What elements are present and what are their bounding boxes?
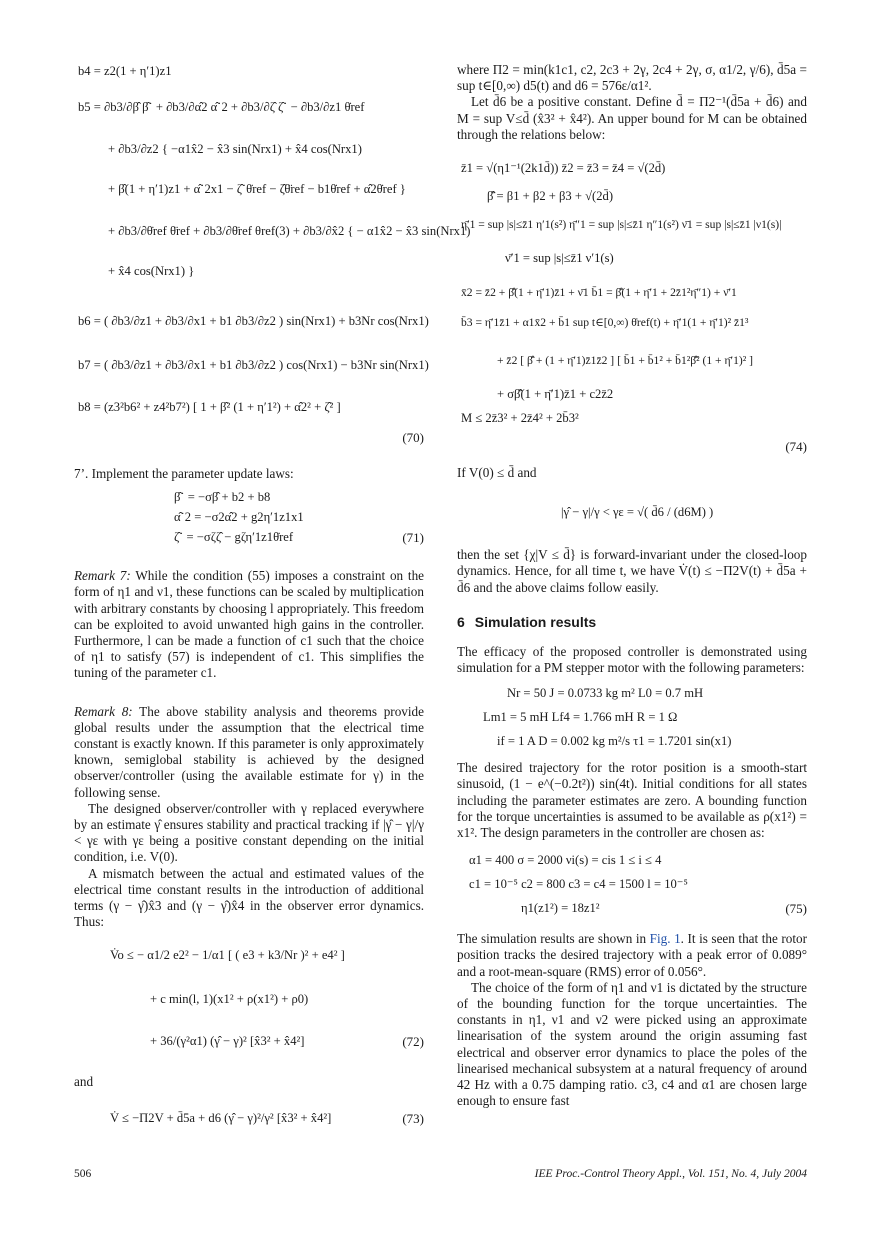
equation-line: b8 = (z3²b6² + z4²b7²) [ 1 + β̂² (1 + η′1²) + α̂2² + ζ̂² ]: [78, 400, 341, 414]
section-title: Simulation results: [474, 613, 597, 630]
equation-line: M ≤ 2z̄3² + 2z̄4² + 2b̄3²: [461, 411, 579, 426]
equation-line: ν̄′1 = sup |s|≤z̄1 ν′1(s): [505, 251, 614, 266]
equation-line: β̄̂ = β1 + β2 + β3 + √(2d̄): [487, 189, 614, 204]
equation-number: (72): [402, 1034, 424, 1050]
equation-line: b̄3 = η̄′1z̄1 + α1x̄2 + b̄1 sup t∈[0,∞) θ̇ref(t) + η̄′1(1 + η̄′1)² z̄1³: [461, 316, 749, 330]
motor-parameters: [457, 684, 807, 754]
if-text: If V(0) ≤ d̄ and: [457, 465, 537, 481]
equation-line: b6 = ( ∂b3/∂z1 + ∂b3/∂x1 + b1 ∂b3/∂z2 ) sin(Nrx1) + b3Nr cos(Nrx1): [78, 314, 429, 328]
simulation-paragraph: The efficacy of the proposed controller is demonstrated using simulation for a PM stepper motor with the following parameters:: [457, 643, 807, 676]
remark-7: [74, 568, 424, 681]
equation-line: + β̂(1 + η′1)z1 + α̂˙2x1 − ζ̂˙θ̇ref − ζ̂θ̈ref − b1θ̇ref + α̂2θ̇ref }: [108, 182, 406, 196]
equation-number: (74): [785, 439, 807, 455]
section-heading: [457, 614, 807, 630]
then-text: then the set {χ|V ≤ d̄} is forward-invariant under the closed-loop dynamics. Hence, for all time t, we have V̇(t) ≤ −Π2V(t) + d̄5a + d̄6 and the above claims follow easily.: [457, 547, 807, 595]
let-text: Let d̄6 be a positive constant. Define d̄ = Π2⁻¹(d̄5a + d̄6) and M = sup V≤d̄ (x̂3² + x̂4²). An upper bound for M can be obtained through the relations below:: [457, 94, 807, 142]
where-text: where Π2 = min(k1c1, c2, 2c3 + 2γ, 2c4 + 2γ, σ, α1/2, γ/6), d̄5a = sup t∈[0,∞) d5(t) and d6 = 576ε/α1².: [457, 62, 807, 94]
equation-line: x̄2 = z̄2 + β̄̂(1 + η̄′1)z̄1 + ν̄1 b̄1 = β̄̂(1 + η̄′1 + 2z̄1²η̄″1) + ν̄′1: [461, 286, 737, 300]
remark-8: [74, 704, 424, 801]
figure-1-link[interactable]: Fig. 1: [649, 931, 681, 947]
equation-71: [74, 490, 424, 552]
equation-70: [74, 62, 471, 432]
choice-paragraph: The choice of the form of η1 and ν1 is dictated by the structure of the bounding function for the torque uncertainties. The constants in η1, ν1 and ν2 were picked using an approximate linearisation of the system around the origin assuming fast electrical and observer error dynamics to place the poles of the linearised mechanical subsystem at a natural frequency of around 42 Hz with a 0.75 damping ratio. c3, c4 and α1 are chosen large enough to ensure fast: [457, 979, 807, 1109]
remark-7-body: While the condition (55) imposes a constraint on the form of η1 and ν1, these functions can be scaled by multiplication with arbitrary constants by choosing l appropriately. This freedom can be exploited to avoid unwanted high gains in the controller. Furthermore, l can be made a function of c1 such that the choice of η1 to satisfy (57) is independent of c1. This simplifies the tuning of the parameter c1.: [74, 568, 425, 681]
paragraph-mismatch: A mismatch between the actual and estimated values of the electrical time constant results in the introduction of additional terms (γ − γ̂)x̂3 and (γ − γ̂)x̂4 in the observer error dynamics. Thus:: [74, 865, 424, 930]
equation-number: (75): [785, 901, 807, 917]
page-number: 506: [74, 1168, 92, 1180]
equation-line: + 36/(γ²α1) (γ̂ − γ)² [x̂3² + x̂4²]: [150, 1034, 305, 1049]
section-number: 6: [457, 613, 465, 630]
equation-line: |γ̂ − γ|/γ < γε = √( d̄6 / (d6M) ): [561, 505, 714, 520]
equation-line: c1 = 10⁻⁵ c2 = 800 c3 = c4 = 1500 l = 10⁻⁵: [469, 877, 688, 892]
equation-line: + ∂b3/∂z2 { −α1x̂2 − x̂3 sin(Nrx1) + x̂4 cos(Nrx1): [108, 142, 362, 156]
right-column: [457, 62, 807, 1109]
equation-74: [457, 155, 807, 437]
equation-line: V̇o ≤ − α1/2 e2² − 1/α1 [ ( e3 + k3/Nr )² + e4² ]: [110, 948, 345, 963]
equation-gamma-condition: [457, 491, 807, 537]
equation-line: + z̄2 [ β̄̂ + (1 + η̄′1)z̄1z̄2 ] [ b̄1 + b̄1² + b̄1²β̄̂² (1 + η̄′1)² ]: [497, 354, 753, 368]
equation-line: α1 = 400 σ = 2000 νi(s) = cis 1 ≤ i ≤ 4: [469, 853, 662, 868]
equation-75: [457, 851, 807, 925]
equation-number: (73): [402, 1110, 424, 1126]
equation-line: + σβ̄̂(1 + η̄′1)z̄1 + c2z̄2: [497, 387, 614, 402]
and-text: and: [74, 1074, 94, 1090]
equation-line: V̇ ≤ −Π2V + d̄5a + d6 (γ̂ − γ)²/γ² [x̂3² + x̂4²]: [110, 1110, 332, 1125]
equation-line: α̂˙2 = −σ2α̂2 + g2η′1z1x1: [174, 510, 304, 525]
results-paragraph: [457, 931, 807, 980]
equation-line: + x̂4 cos(Nrx1) }: [108, 264, 195, 278]
left-column: [74, 62, 471, 1137]
desired-trajectory-paragraph: The desired trajectory for the rotor position is a smooth-start sinusoid, (1 − e^(−0.2t²)) sin(4t). Initial conditions for all states including the parameter estimates are zero. A bounding function for the torque uncertainties is assumed to be available as ρ(x1²) = x1². The design parameters in the controller are chosen as:: [457, 760, 807, 841]
equation-line: z̄1 = √(η1⁻¹(2k1d̄)) z̄2 = z̄3 = z̄4 = √(2d̄): [461, 161, 666, 176]
equation-line: b4 = z2(1 + η′1)z1: [78, 64, 172, 78]
remark-7-label: Remark 7:: [74, 568, 131, 584]
equation-73: [74, 1101, 424, 1137]
equation-72: [74, 942, 424, 1064]
equation-line: η̄′1 = sup |s|≤z̄1 η′1(s²) η̄″1 = sup |s|≤z̄1 η″1(s²) ν̄1 = sup |s|≤z̄1 |ν1(s)|: [461, 218, 782, 232]
equation-line: β̂˙ = −σβ̂ + b2 + b8: [174, 490, 271, 505]
step-7-text: 7’. Implement the parameter update laws:: [74, 466, 294, 481]
equation-line: Nr = 50 J = 0.0733 kg m² L0 = 0.7 mH: [507, 686, 704, 701]
equation-line: b7 = ( ∂b3/∂z1 + ∂b3/∂x1 + b1 ∂b3/∂z2 ) cos(Nrx1) − b3Nr sin(Nrx1): [78, 358, 429, 372]
equation-line: ζ̂˙ = −σζζ̂ − gζη′1z1θ̇ref: [174, 530, 294, 545]
equation-line: + c min(l, 1)(x1² + ρ(x1²) + ρ0): [150, 992, 309, 1007]
equation-line: Lm1 = 5 mH Lf4 = 1.766 mH R = 1 Ω: [483, 710, 678, 725]
remark-8-label: Remark 8:: [74, 703, 133, 719]
paragraph-designed: The designed observer/controller with γ replaced everywhere by an estimate γ̂ ensures stability and practical tracking if |γ̂ − γ|/γ < γε with γε being a positive constant depending on the initial condition, i.e. V(0).: [74, 800, 424, 865]
equation-line: b5 = ∂b3/∂β̂ β̂˙ + ∂b3/∂α̂2 α̂˙2 + ∂b3/∂ζ̂ ζ̂˙ − ∂b3/∂z1 θ̇ref: [78, 100, 365, 114]
equation-number: (71): [402, 530, 424, 546]
equation-line: + ∂b3/∂θ̇ref θ̈ref + ∂b3/∂θ̈ref θref(3) + ∂b3/∂x̂2 { − α1x̂2 − x̂3 sin(Nrx1): [108, 224, 471, 238]
equation-line: η1(z1²) = 18z1²: [521, 901, 600, 916]
equation-number: (70): [402, 430, 424, 445]
journal-citation: IEE Proc.-Control Theory Appl., Vol. 151, No. 4, July 2004: [534, 1168, 807, 1180]
equation-line: if = 1 A D = 0.002 kg m²/s τ1 = 1.7201 sin(x1): [497, 734, 732, 749]
results-text: . It is seen that the rotor position tracks the desired trajectory with a peak error of 0.089° and a root-mean-square (RMS) error of 0.056°.: [457, 931, 808, 979]
results-text: The simulation results are shown in: [457, 931, 650, 947]
remark-8-body: The above stability analysis and theorems provide global results under the assumption that the electrical time constant is exactly known. If this parameter is only approximately known, semiglobal stability is achieved by the designed observer/controller (using the available estimate for γ) in the following sense.: [74, 703, 424, 800]
